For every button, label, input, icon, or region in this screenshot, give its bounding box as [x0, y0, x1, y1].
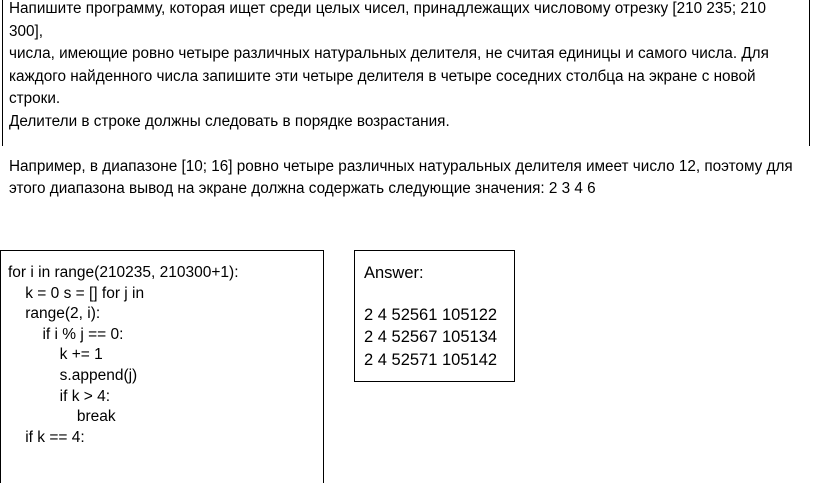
task-paragraph-1 [9, 0, 803, 134]
code-line: if i % j == 0: [8, 325, 124, 343]
task-line: Напишите программу, которая ищет среди целых чисел, принадлежащих числовому отрезку [210 235; 210 300], [9, 0, 766, 40]
task-line: этого диапазона вывод на экране должна содержать следующие значения: 2 3 4 6 [9, 180, 596, 198]
answer-block [354, 250, 515, 382]
code-block [0, 250, 324, 483]
code-line: break [8, 408, 116, 426]
answer-row: 2 4 52567 105134 [364, 328, 498, 346]
code-line: if k == 4: [8, 428, 85, 446]
code-line: if k > 4: [8, 387, 111, 405]
task-line: Делители в строке должны следовать в порядке возрастания. [9, 112, 450, 130]
code-line: k += 1 [8, 346, 103, 364]
answer-row: 2 4 52571 105142 [364, 350, 498, 369]
answer-row: 2 4 52561 105122 [364, 305, 498, 324]
task-line: каждого найденного числа запишите эти четыре делителя в четыре соседних столбца на экране с новой строки. [9, 67, 756, 108]
answer-title: Answer: [364, 264, 424, 282]
task-paragraph-2 [9, 156, 803, 201]
task-line: Например, в диапазоне [10; 16] ровно четыре различных натуральных делителя имеет число 12, поэтому для [9, 157, 793, 175]
code-line: for i in range(210235, 210300+1): [8, 264, 239, 281]
code-line: k = 0 s = [] for j in [8, 284, 145, 302]
code-line: s.append(j) [8, 366, 138, 384]
task-statement [2, 0, 810, 198]
code-line: range(2, i): [8, 305, 101, 323]
task-line: числа, имеющие ровно четыре различных натуральных делителя, не считая единицы и самого числа. Для [9, 45, 769, 63]
paragraph-gap [9, 134, 803, 156]
